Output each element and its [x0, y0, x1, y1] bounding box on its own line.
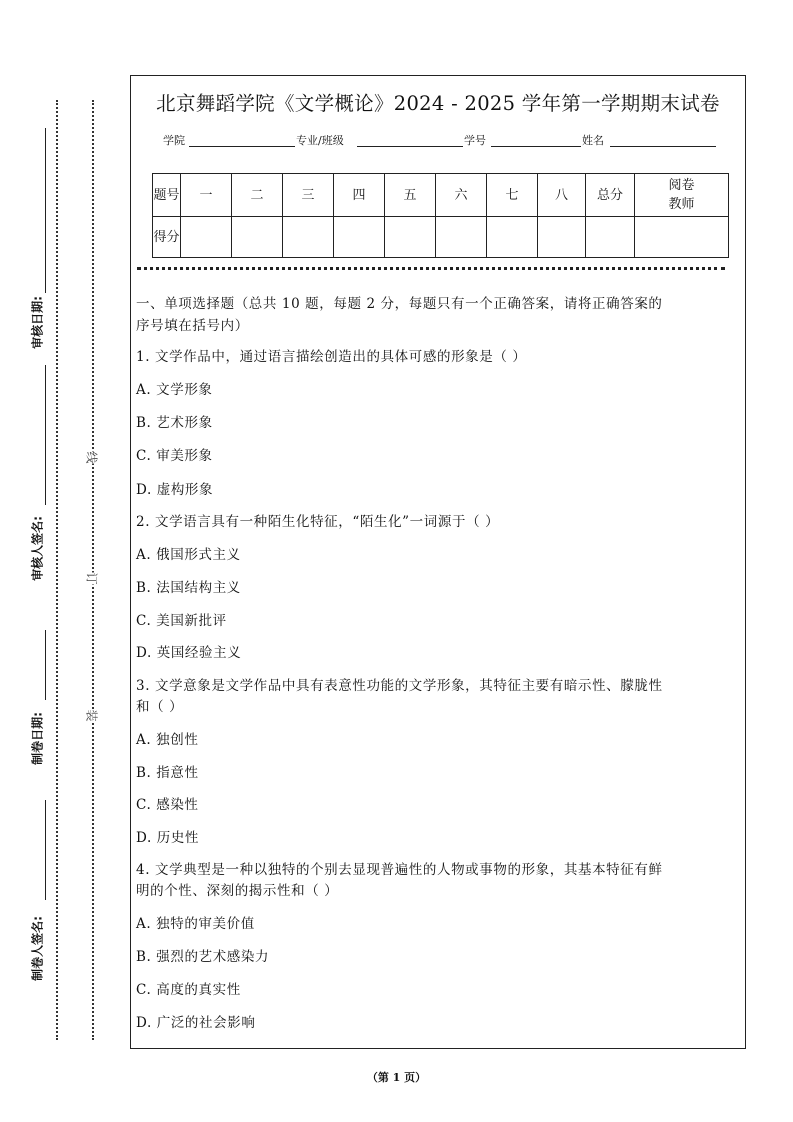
exam-title: 北京舞蹈学院《文学概论》2024 - 2025 学年第一学期期末试卷: [156, 92, 720, 115]
question-text: 3. 文学意象是文学作品中具有表意性功能的文学形象，其特征主要有暗示性、朦胧性: [136, 678, 663, 694]
college-label: 学院: [163, 134, 185, 147]
answer-option[interactable]: D. 虚构形象: [136, 482, 214, 498]
name-field[interactable]: [610, 146, 716, 147]
answer-option[interactable]: B. 艺术形象: [136, 415, 213, 431]
separator-dotted: [137, 267, 725, 270]
question-text: 4. 文学典型是一种以独特的个别去显现普遍性的人物或事物的形象，其基本特征有鲜: [136, 862, 663, 878]
col-4: 四: [334, 174, 385, 217]
answer-option[interactable]: C. 审美形象: [136, 448, 213, 464]
score-cell[interactable]: [487, 217, 538, 258]
make-date-label: 制卷日期:: [30, 712, 45, 765]
answer-option[interactable]: A. 文学形象: [136, 382, 213, 398]
question-text: 和（ ）: [136, 699, 184, 715]
student-id-field[interactable]: [491, 146, 581, 147]
score-cell[interactable]: [181, 217, 232, 258]
col-3: 三: [283, 174, 334, 217]
binding-dotted-line-outer: [56, 100, 58, 1040]
question-number-header: 题号: [153, 174, 181, 217]
binding-char-line: 线: [84, 451, 99, 464]
score-cell[interactable]: [232, 217, 283, 258]
student-id-label: 学号: [464, 134, 486, 147]
col-5: 五: [385, 174, 436, 217]
answer-option[interactable]: D. 历史性: [136, 830, 200, 846]
binding-char-bind: 装: [84, 709, 99, 722]
score-cell[interactable]: [334, 217, 385, 258]
binding-dotted-line-inner: [92, 100, 94, 1040]
name-label: 姓名: [582, 134, 604, 147]
col-2: 二: [232, 174, 283, 217]
col-total: 总分: [586, 174, 635, 217]
review-date-label: 审核日期:: [30, 296, 45, 349]
score-cell[interactable]: [586, 217, 635, 258]
make-date-line: [45, 630, 46, 700]
answer-option[interactable]: C. 美国新批评: [136, 613, 227, 629]
maker-line: [45, 800, 46, 900]
reviewer-label: 审核人签名:: [30, 516, 45, 581]
answer-option[interactable]: A. 俄国形式主义: [136, 547, 241, 563]
answer-option[interactable]: A. 独创性: [136, 732, 199, 748]
binding-char-staple: 订: [84, 572, 99, 585]
col-1: 一: [181, 174, 232, 217]
score-cell[interactable]: [436, 217, 487, 258]
answer-option[interactable]: B. 法国结构主义: [136, 580, 241, 596]
score-table: [152, 173, 729, 258]
college-field[interactable]: [189, 146, 295, 147]
major-label: 专业/班级: [296, 134, 344, 147]
score-cell[interactable]: [385, 217, 436, 258]
score-cell[interactable]: [635, 217, 729, 258]
score-cell[interactable]: [538, 217, 586, 258]
answer-option[interactable]: D. 英国经验主义: [136, 645, 242, 661]
question-text: 明的个性、深刻的揭示性和（ ）: [136, 883, 339, 899]
col-6: 六: [436, 174, 487, 217]
question-text: 一、单项选择题（总共 10 题，每题 2 分，每题只有一个正确答案，请将正确答案的: [136, 296, 663, 312]
reviewer-line: [45, 365, 46, 505]
col-grader: 阅卷教师: [635, 174, 729, 217]
major-field[interactable]: [357, 146, 463, 147]
answer-option[interactable]: B. 指意性: [136, 765, 199, 781]
score-header: 得分: [153, 217, 181, 258]
page-footer: （第 1 页）: [366, 1071, 427, 1084]
score-cell[interactable]: [283, 217, 334, 258]
maker-label: 制卷人签名:: [30, 916, 45, 981]
col-8: 八: [538, 174, 586, 217]
col-7: 七: [487, 174, 538, 217]
answer-option[interactable]: C. 感染性: [136, 797, 199, 813]
question-text: 2. 文学语言具有一种陌生化特征，“陌生化”一词源于（ ）: [136, 514, 500, 530]
answer-option[interactable]: D. 广泛的社会影响: [136, 1015, 256, 1031]
question-text: 序号填在括号内）: [136, 318, 249, 334]
answer-option[interactable]: C. 高度的真实性: [136, 982, 241, 998]
question-text: 1. 文学作品中，通过语言描绘创造出的具体可感的形象是（ ）: [136, 349, 527, 365]
review-date-line: [45, 128, 46, 293]
answer-option[interactable]: A. 独特的审美价值: [136, 916, 255, 932]
answer-option[interactable]: B. 强烈的艺术感染力: [136, 949, 270, 965]
